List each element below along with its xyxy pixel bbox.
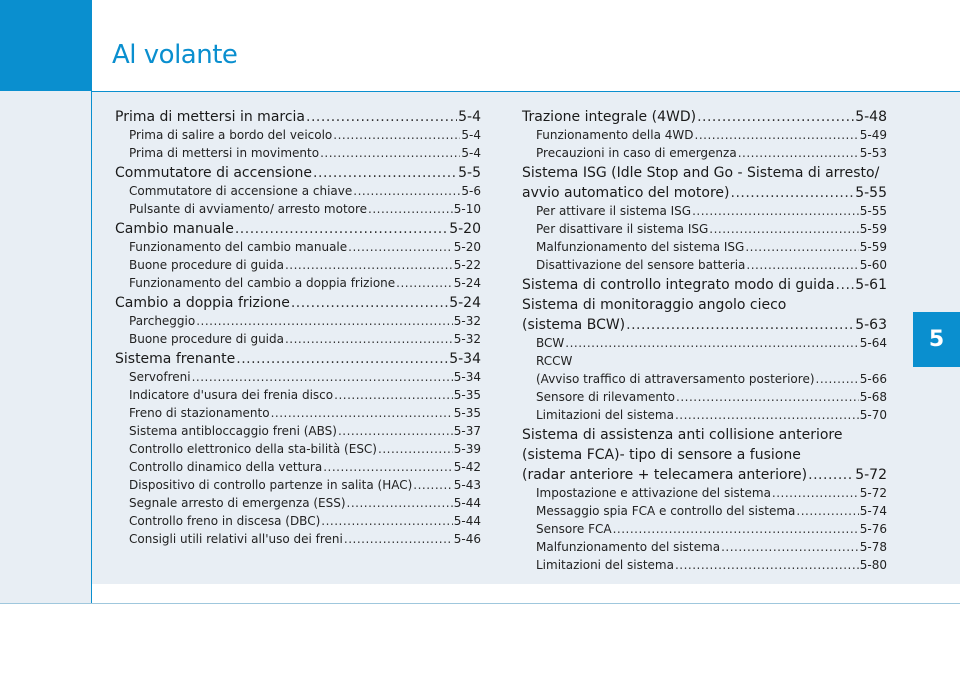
toc-subsection-entry[interactable] bbox=[522, 146, 887, 164]
toc-section-entry[interactable] bbox=[522, 447, 887, 466]
toc-leader-dots bbox=[796, 504, 858, 518]
toc-entry-label: Prima di mettersi in marcia bbox=[115, 109, 306, 125]
toc-subsection-entry[interactable] bbox=[522, 372, 887, 390]
toc-entry-label: Prima di mettersi in movimento bbox=[129, 146, 320, 160]
toc-subsection-entry[interactable] bbox=[522, 204, 887, 222]
toc-leader-dots bbox=[320, 146, 460, 160]
toc-entry-label: Funzionamento del cambio manuale bbox=[129, 240, 348, 254]
toc-subsection-entry[interactable] bbox=[115, 184, 481, 202]
toc-entry-page: 5-74 bbox=[859, 504, 887, 518]
toc-subsection-entry[interactable] bbox=[115, 276, 481, 294]
toc-leader-dots bbox=[565, 336, 859, 350]
toc-leader-dots bbox=[709, 222, 858, 236]
toc-subsection-entry[interactable] bbox=[115, 146, 481, 164]
toc-section-entry[interactable] bbox=[115, 165, 481, 184]
toc-entry-page: 5-61 bbox=[855, 277, 887, 293]
toc-entry-label: Parcheggio bbox=[129, 314, 196, 328]
header-color-block bbox=[0, 0, 91, 91]
toc-leader-dots bbox=[396, 276, 453, 290]
toc-entry-label: Controllo freno in discesa (DBC) bbox=[129, 514, 321, 528]
toc-leader-dots bbox=[675, 558, 859, 572]
toc-leader-dots bbox=[675, 408, 859, 422]
toc-left-column bbox=[115, 108, 481, 550]
toc-entry-page: 5-4 bbox=[461, 146, 481, 160]
toc-leader-dots bbox=[306, 109, 457, 125]
toc-entry-label: Malfunzionamento del sistema ISG bbox=[536, 240, 745, 254]
toc-entry-label: Dispositivo di controllo partenze in salita (HAC) bbox=[129, 478, 413, 492]
toc-entry-label: Limitazioni del sistema bbox=[536, 408, 674, 422]
toc-leader-dots bbox=[196, 314, 453, 328]
toc-entry-label: Prima di salire a bordo del veicolo bbox=[129, 128, 333, 142]
toc-entry-page: 5-4 bbox=[458, 109, 481, 125]
toc-entry-label: Sistema ISG (Idle Stop and Go - Sistema di arresto/ bbox=[522, 165, 880, 181]
toc-leader-dots bbox=[353, 184, 460, 198]
toc-entry-label: Servofreni bbox=[129, 370, 191, 384]
toc-entry-label: Controllo dinamico della vettura bbox=[129, 460, 323, 474]
toc-entry-label: Sensore di rilevamento bbox=[536, 390, 675, 404]
toc-section-entry[interactable] bbox=[522, 467, 887, 486]
chapter-tab: 5 bbox=[913, 312, 960, 367]
toc-subsection-entry[interactable] bbox=[115, 496, 481, 514]
toc-entry-label: RCCW bbox=[536, 354, 573, 368]
toc-subsection-entry[interactable] bbox=[522, 558, 887, 576]
toc-entry-label: Per attivare il sistema ISG bbox=[536, 204, 692, 218]
toc-leader-dots bbox=[731, 185, 855, 201]
toc-entry-label: (sistema BCW) bbox=[522, 317, 626, 333]
toc-entry-label: Sistema frenante bbox=[115, 351, 236, 367]
toc-leader-dots bbox=[271, 406, 453, 420]
toc-entry-label: Malfunzionamento del sistema bbox=[536, 540, 721, 554]
toc-entry-page: 5-34 bbox=[453, 370, 481, 384]
toc-section-entry[interactable] bbox=[522, 427, 887, 446]
toc-section-entry[interactable] bbox=[522, 109, 887, 128]
toc-section-entry[interactable] bbox=[522, 185, 887, 204]
toc-entry-label: Messaggio spia FCA e controllo del sistema bbox=[536, 504, 796, 518]
toc-subsection-entry[interactable] bbox=[115, 240, 481, 258]
toc-subsection-entry[interactable] bbox=[522, 354, 887, 372]
toc-leader-dots bbox=[334, 388, 453, 402]
toc-leader-dots bbox=[285, 332, 453, 346]
toc-entry-page: 5-48 bbox=[855, 109, 887, 125]
toc-entry-page: 5-42 bbox=[453, 460, 481, 474]
toc-leader-dots bbox=[321, 514, 452, 528]
toc-leader-dots bbox=[338, 424, 453, 438]
toc-leader-dots bbox=[745, 240, 858, 254]
toc-entry-page: 5-64 bbox=[859, 336, 887, 350]
toc-subsection-entry[interactable] bbox=[522, 128, 887, 146]
toc-subsection-entry[interactable] bbox=[115, 478, 481, 496]
toc-leader-dots bbox=[192, 370, 453, 384]
toc-entry-page: 5-20 bbox=[453, 240, 481, 254]
toc-leader-dots bbox=[313, 165, 457, 181]
toc-entry-page: 5-53 bbox=[859, 146, 887, 160]
toc-entry-page: 5-55 bbox=[859, 204, 887, 218]
toc-entry-label: Commutatore di accensione a chiave bbox=[129, 184, 353, 198]
toc-entry-label: Pulsante di avviamento/ arresto motore bbox=[129, 202, 368, 216]
toc-entry-page: 5-35 bbox=[453, 406, 481, 420]
toc-subsection-entry[interactable] bbox=[115, 314, 481, 332]
toc-entry-label: Indicatore d'usura dei frenia disco bbox=[129, 388, 334, 402]
toc-leader-dots bbox=[291, 295, 448, 311]
toc-entry-label: Precauzioni in caso di emergenza bbox=[536, 146, 737, 160]
toc-section-entry[interactable] bbox=[115, 295, 481, 314]
toc-leader-dots bbox=[772, 486, 859, 500]
toc-entry-page: 5-37 bbox=[453, 424, 481, 438]
toc-subsection-entry[interactable] bbox=[522, 336, 887, 354]
toc-entry-page: 5-10 bbox=[453, 202, 481, 216]
toc-right-column bbox=[522, 108, 887, 576]
toc-entry-label: Buone procedure di guida bbox=[129, 258, 284, 272]
toc-subsection-entry[interactable] bbox=[115, 532, 481, 550]
toc-entry-label: Sistema di controllo integrato modo di guida bbox=[522, 277, 835, 293]
toc-entry-label: (sistema FCA)- tipo di sensore a fusione bbox=[522, 447, 801, 463]
toc-entry-page: 5-49 bbox=[859, 128, 887, 142]
toc-entry-label: BCW bbox=[536, 336, 565, 350]
toc-entry-label: Funzionamento della 4WD bbox=[536, 128, 694, 142]
toc-entry-label: Cambio manuale bbox=[115, 221, 234, 237]
toc-section-entry[interactable] bbox=[115, 351, 481, 370]
toc-entry-page: 5-24 bbox=[449, 295, 481, 311]
toc-section-entry[interactable] bbox=[522, 277, 887, 296]
toc-entry-label: Sensore FCA bbox=[536, 522, 612, 536]
toc-entry-label: Controllo elettronico della sta-bilità (ESC) bbox=[129, 442, 377, 456]
toc-entry-label: Consigli utili relativi all'uso dei freni bbox=[129, 532, 343, 546]
toc-entry-page: 5-80 bbox=[859, 558, 887, 572]
toc-leader-dots bbox=[285, 258, 453, 272]
toc-leader-dots bbox=[333, 128, 460, 142]
toc-entry-page: 5-44 bbox=[453, 496, 481, 510]
toc-section-entry[interactable] bbox=[115, 109, 481, 128]
toc-subsection-entry[interactable] bbox=[115, 332, 481, 350]
toc-entry-label: Buone procedure di guida bbox=[129, 332, 284, 346]
toc-leader-dots bbox=[836, 277, 855, 293]
toc-entry-page: 5-20 bbox=[449, 221, 481, 237]
toc-subsection-entry[interactable] bbox=[115, 406, 481, 424]
toc-entry-label: Cambio a doppia frizione bbox=[115, 295, 290, 311]
toc-subsection-entry[interactable] bbox=[522, 504, 887, 522]
toc-leader-dots bbox=[613, 522, 859, 536]
toc-leader-dots bbox=[344, 532, 453, 546]
toc-subsection-entry[interactable] bbox=[522, 222, 887, 240]
toc-entry-label: Trazione integrale (4WD) bbox=[522, 109, 697, 125]
toc-entry-label: Commutatore di accensione bbox=[115, 165, 313, 181]
toc-subsection-entry[interactable] bbox=[522, 486, 887, 504]
toc-entry-page: 5-72 bbox=[855, 467, 887, 483]
toc-entry-label: avvio automatico del motore) bbox=[522, 185, 730, 201]
toc-leader-dots bbox=[368, 202, 453, 216]
toc-subsection-entry[interactable] bbox=[115, 258, 481, 276]
toc-subsection-entry[interactable] bbox=[115, 460, 481, 478]
toc-entry-page: 5-60 bbox=[859, 258, 887, 272]
toc-leader-dots bbox=[235, 221, 448, 237]
toc-entry-page: 5-72 bbox=[859, 486, 887, 500]
toc-subsection-entry[interactable] bbox=[115, 202, 481, 220]
toc-entry-label: (Avviso traffico di attraversamento posteriore) bbox=[536, 372, 815, 386]
toc-entry-page: 5-59 bbox=[859, 240, 887, 254]
toc-entry-label: Sistema di monitoraggio angolo cieco bbox=[522, 297, 787, 313]
toc-entry-page: 5-4 bbox=[461, 128, 481, 142]
toc-subsection-entry[interactable] bbox=[522, 258, 887, 276]
toc-leader-dots bbox=[738, 146, 859, 160]
toc-subsection-entry[interactable] bbox=[522, 540, 887, 558]
toc-entry-page: 5-39 bbox=[453, 442, 481, 456]
toc-leader-dots bbox=[236, 351, 448, 367]
toc-entry-page: 5-35 bbox=[453, 388, 481, 402]
toc-entry-label: Funzionamento del cambio a doppia frizione bbox=[129, 276, 396, 290]
toc-leader-dots bbox=[347, 496, 453, 510]
toc-subsection-entry[interactable] bbox=[115, 370, 481, 388]
toc-entry-page: 5-22 bbox=[453, 258, 481, 272]
toc-subsection-entry[interactable] bbox=[522, 240, 887, 258]
toc-entry-page: 5-59 bbox=[859, 222, 887, 236]
toc-leader-dots bbox=[816, 372, 859, 386]
toc-subsection-entry[interactable] bbox=[522, 408, 887, 426]
toc-entry-page: 5-46 bbox=[453, 532, 481, 546]
toc-entry-page: 5-5 bbox=[458, 165, 481, 181]
toc-entry-page: 5-55 bbox=[855, 185, 887, 201]
footer-rule bbox=[0, 603, 960, 604]
toc-section-entry[interactable] bbox=[115, 221, 481, 240]
toc-entry-page: 5-70 bbox=[859, 408, 887, 422]
toc-entry-label: Impostazione e attivazione del sistema bbox=[536, 486, 771, 500]
toc-entry-page: 5-32 bbox=[453, 314, 481, 328]
toc-entry-page: 5-24 bbox=[453, 276, 481, 290]
toc-entry-page: 5-63 bbox=[855, 317, 887, 333]
toc-subsection-entry[interactable] bbox=[115, 442, 481, 460]
toc-section-entry[interactable] bbox=[522, 165, 887, 184]
toc-leader-dots bbox=[692, 204, 859, 218]
toc-leader-dots bbox=[413, 478, 452, 492]
toc-subsection-entry[interactable] bbox=[522, 522, 887, 540]
toc-entry-page: 5-34 bbox=[449, 351, 481, 367]
toc-subsection-entry[interactable] bbox=[115, 424, 481, 442]
toc-entry-label: Freno di stazionamento bbox=[129, 406, 270, 420]
toc-leader-dots bbox=[695, 128, 859, 142]
toc-entry-page: 5-66 bbox=[859, 372, 887, 386]
toc-entry-page: 5-44 bbox=[453, 514, 481, 528]
toc-section-entry[interactable] bbox=[522, 297, 887, 316]
toc-entry-page: 5-43 bbox=[453, 478, 481, 492]
toc-entry-label: Per disattivare il sistema ISG bbox=[536, 222, 709, 236]
toc-leader-dots bbox=[323, 460, 453, 474]
page-title: Al volante bbox=[112, 40, 238, 70]
toc-leader-dots bbox=[697, 109, 854, 125]
toc-leader-dots bbox=[626, 317, 854, 333]
toc-leader-dots bbox=[676, 390, 859, 404]
toc-entry-page: 5-6 bbox=[461, 184, 481, 198]
toc-leader-dots bbox=[348, 240, 453, 254]
toc-entry-page: 5-78 bbox=[859, 540, 887, 554]
toc-subsection-entry[interactable] bbox=[522, 390, 887, 408]
toc-leader-dots bbox=[746, 258, 858, 272]
toc-entry-label: Sistema antibloccaggio freni (ABS) bbox=[129, 424, 337, 438]
toc-subsection-entry[interactable] bbox=[115, 388, 481, 406]
toc-entry-page: 5-68 bbox=[859, 390, 887, 404]
toc-entry-label: Disattivazione del sensore batteria bbox=[536, 258, 746, 272]
toc-subsection-entry[interactable] bbox=[115, 514, 481, 532]
toc-subsection-entry[interactable] bbox=[115, 128, 481, 146]
toc-entry-label: Limitazioni del sistema bbox=[536, 558, 674, 572]
toc-entry-page: 5-32 bbox=[453, 332, 481, 346]
toc-leader-dots bbox=[721, 540, 859, 554]
toc-leader-dots bbox=[808, 467, 854, 483]
toc-section-entry[interactable] bbox=[522, 317, 887, 336]
toc-leader-dots bbox=[378, 442, 453, 456]
toc-entry-page: 5-76 bbox=[859, 522, 887, 536]
toc-entry-label: Sistema di assistenza anti collisione anteriore bbox=[522, 427, 843, 443]
toc-entry-label: (radar anteriore + telecamera anteriore) bbox=[522, 467, 808, 483]
toc-entry-label: Segnale arresto di emergenza (ESS) bbox=[129, 496, 346, 510]
